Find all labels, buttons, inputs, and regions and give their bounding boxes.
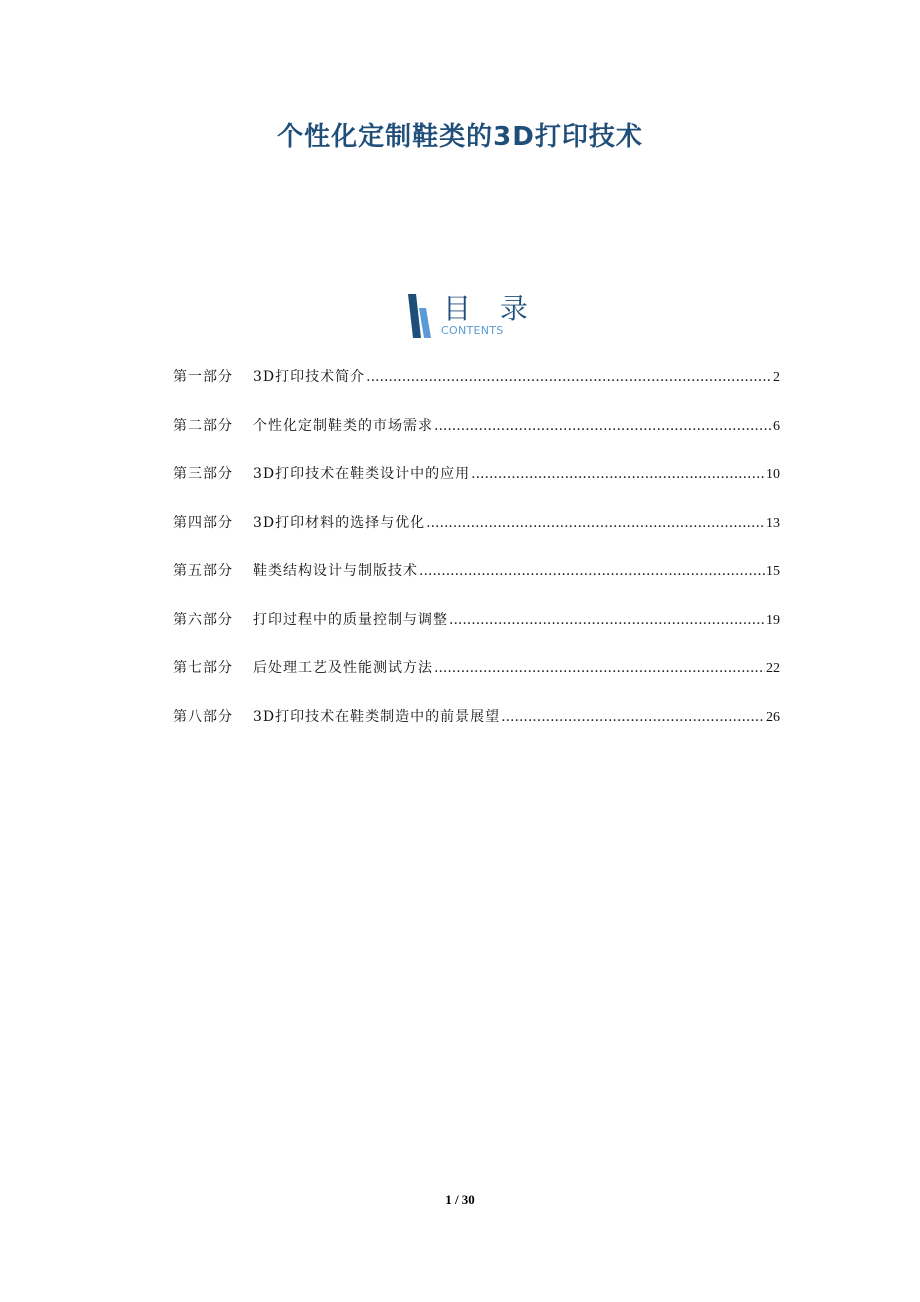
toc-heading: 目 录 [443, 292, 538, 325]
toc-entry-title: 3D打印材料的选择与优化 [253, 514, 426, 531]
toc-entry-page: 6 [773, 418, 780, 434]
toc-entry-page: 2 [773, 370, 780, 385]
toc-entry-part: 第四部分 [173, 514, 233, 531]
toc-entry-page: 13 [766, 515, 780, 531]
toc-entry-leader [434, 418, 772, 434]
toc-entry-title: 3D打印技术在鞋类设计中的应用 [253, 466, 471, 482]
toc-entry-leader [449, 612, 765, 628]
toc-entry[interactable] [173, 609, 780, 658]
document-title: 个性化定制鞋类的3D打印技术 [277, 122, 643, 152]
toc-subheading: CONTENTS [441, 324, 504, 337]
toc-entry-page: 15 [766, 564, 780, 579]
page-number-footer: 1 / 30 [445, 1192, 475, 1207]
toc-entry-title: 个性化定制鞋类的市场需求 [253, 417, 433, 434]
toc-entry-page: 10 [766, 467, 780, 482]
toc-entry-page: 26 [766, 709, 780, 725]
toc-entry-title: 3D打印技术简介 [253, 369, 366, 385]
toc-entry-part: 第一部分 [173, 369, 233, 385]
toc-entry[interactable] [173, 415, 780, 464]
toc-list [173, 366, 780, 754]
toc-entry-part: 第七部分 [173, 660, 233, 676]
toc-header [405, 292, 538, 338]
toc-entry-leader [366, 369, 772, 385]
toc-entry-title: 3D打印技术在鞋类制造中的前景展望 [253, 708, 501, 725]
toc-entry-leader [419, 563, 765, 579]
toc-entry-leader [434, 660, 765, 676]
toc-entry-part: 第三部分 [173, 466, 233, 482]
toc-entry[interactable] [173, 512, 780, 561]
toc-entry-leader [471, 466, 765, 482]
toc-entry[interactable] [173, 560, 780, 609]
toc-entry[interactable] [173, 366, 780, 415]
toc-entry[interactable] [173, 657, 780, 706]
toc-entry[interactable] [173, 706, 780, 755]
toc-logo-icon [405, 294, 435, 338]
toc-entry-page: 19 [766, 612, 780, 628]
toc-entry-title: 后处理工艺及性能测试方法 [253, 660, 433, 676]
toc-entry-title: 打印过程中的质量控制与调整 [253, 611, 448, 628]
toc-entry-part: 第二部分 [173, 417, 233, 434]
toc-entry-part: 第五部分 [173, 563, 233, 579]
toc-entry-leader [426, 515, 765, 531]
toc-entry[interactable] [173, 463, 780, 512]
toc-entry-page: 22 [766, 661, 780, 676]
toc-entry-leader [501, 709, 765, 725]
toc-entry-part: 第六部分 [173, 611, 233, 628]
toc-entry-part: 第八部分 [173, 708, 233, 725]
toc-entry-title: 鞋类结构设计与制版技术 [253, 563, 418, 579]
